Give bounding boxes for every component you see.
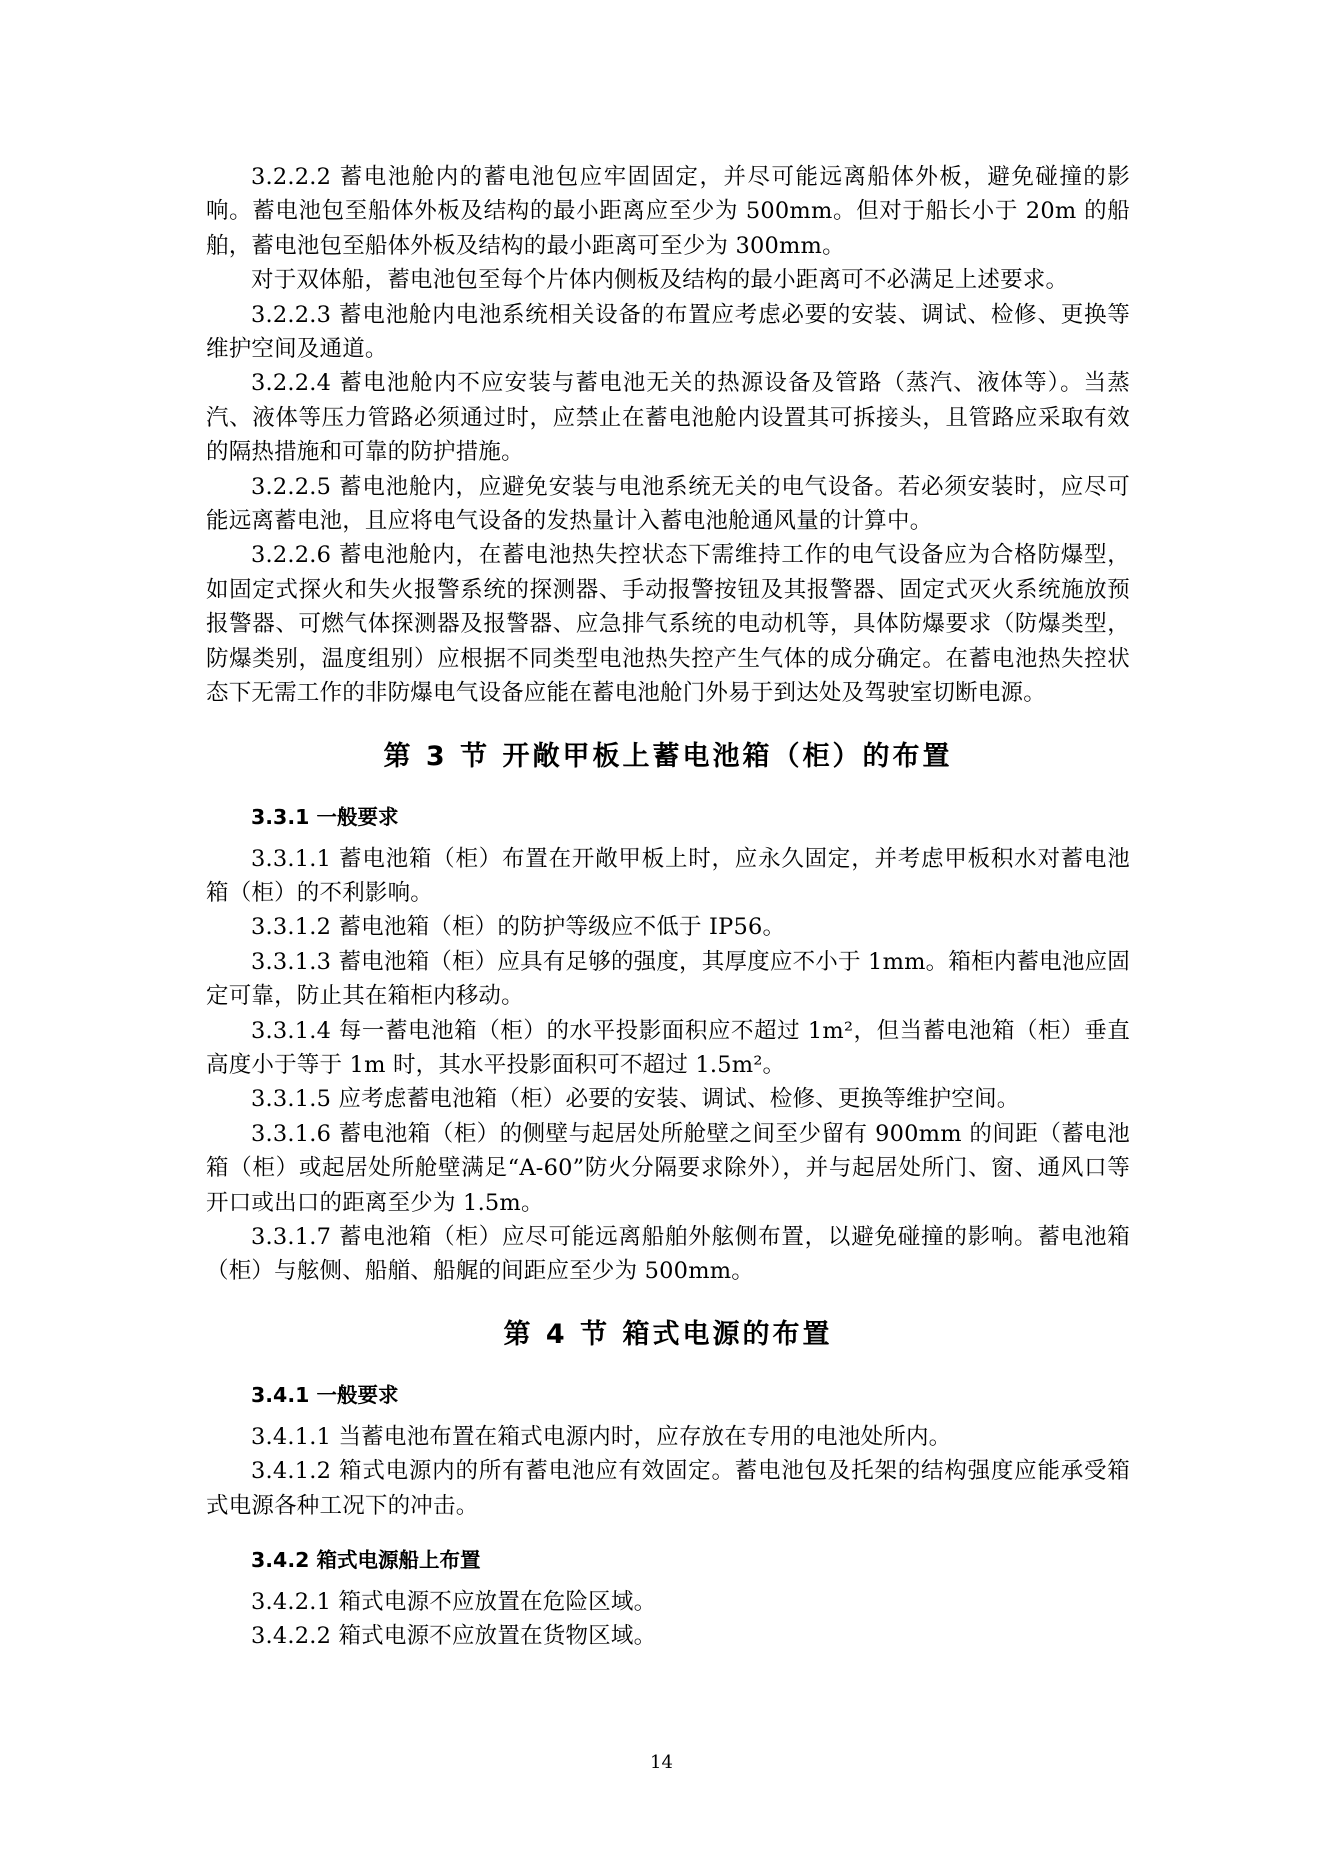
paragraph-3-3-1-6: 3.3.1.6 蓄电池箱（柜）的侧壁与起居处所舱壁之间至少留有 900mm 的间距（蓄电池箱（柜）或起居处所舱壁满足“A-60”防火分隔要求除外），并与起居处所门、窗、通风口等开口或出口的距离至少为 1.5m。	[206, 1120, 1130, 1216]
paragraph-3-4-2-2: 3.4.2.2 箱式电源不应放置在货物区域。	[251, 1623, 657, 1650]
paragraph-3-2-2-5: 3.2.2.5 蓄电池舱内，应避免安装与电池系统无关的电气设备。若必须安装时，应尽可能远离蓄电池，且应将电气设备的发热量计入蓄电池舱通风量的计算中。	[206, 473, 1130, 535]
page-number: 14	[650, 1752, 673, 1773]
paragraph-3-3-1-5: 3.3.1.5 应考虑蓄电池箱（柜）必要的安装、调试、检修、更换等维护空间。	[251, 1086, 1020, 1113]
paragraph-3-3-1-4: 3.3.1.4 每一蓄电池箱（柜）的水平投影面积应不超过 1m²，但当蓄电池箱（柜）垂直高度小于等于 1m 时，其水平投影面积可不超过 1.5m²。	[206, 1017, 1130, 1078]
paragraph-3-2-2-4: 3.2.2.4 蓄电池舱内不应安装与蓄电池无关的热源设备及管路（蒸汽、液体等）。当蒸汽、液体等压力管路必须通过时，应禁止在蓄电池舱内设置其可拆接头，且管路应采取有效的隔热措施和可靠的防护措施。	[206, 370, 1130, 466]
section-heading-4: 第 4 节 箱式电源的布置	[503, 1318, 833, 1350]
paragraph-catamaran-note: 对于双体船，蓄电池包至每个片体内侧板及结构的最小距离可不必满足上述要求。	[251, 267, 1069, 294]
paragraph-3-4-1-2: 3.4.1.2 箱式电源内的所有蓄电池应有效固定。蓄电池包及托架的结构强度应能承受箱式电源各种工况下的冲击。	[206, 1458, 1130, 1519]
paragraph-3-4-2-1: 3.4.2.1 箱式电源不应放置在危险区域。	[251, 1589, 657, 1615]
paragraph-3-3-1-3: 3.3.1.3 蓄电池箱（柜）应具有足够的强度，其厚度应不小于 1mm。箱柜内蓄电池应固定可靠，防止其在箱柜内移动。	[206, 948, 1130, 1010]
subheading-3-3-1: 3.3.1 一般要求	[251, 804, 399, 829]
paragraph-3-3-1-1: 3.3.1.1 蓄电池箱（柜）布置在开敞甲板上时，应永久固定，并考虑甲板积水对蓄电池箱（柜）的不利影响。	[206, 845, 1130, 906]
paragraph-3-2-2-2: 3.2.2.2 蓄电池舱内的蓄电池包应牢固固定，并尽可能远离船体外板，避免碰撞的影响。蓄电池包至船体外板及结构的最小距离应至少为 500mm。但对于船长小于 20m 的船舶，蓄电池包至船体外板及结构的最小距离可至少为 300mm。	[206, 164, 1130, 259]
paragraph-3-3-1-2: 3.3.1.2 蓄电池箱（柜）的防护等级应不低于 IP56。	[251, 914, 786, 941]
paragraph-3-2-2-3: 3.2.2.3 蓄电池舱内电池系统相关设备的布置应考虑必要的安装、调试、检修、更换等维护空间及通道。	[206, 301, 1130, 363]
section-heading-3: 第 3 节 开敞甲板上蓄电池箱（柜）的布置	[383, 740, 953, 772]
subheading-3-4-2: 3.4.2 箱式电源船上布置	[251, 1548, 481, 1572]
paragraph-3-3-1-7: 3.3.1.7 蓄电池箱（柜）应尽可能远离船舶外舷侧布置，以避免碰撞的影响。蓄电池箱（柜）与舷侧、船艏、船艉的间距应至少为 500mm。	[206, 1223, 1130, 1285]
page-content	[206, 160, 1130, 1654]
subheading-3-4-1: 3.4.1 一般要求	[251, 1382, 399, 1407]
paragraph-3-4-1-1: 3.4.1.1 当蓄电池布置在箱式电源内时，应存放在专用的电池处所内。	[251, 1423, 952, 1450]
paragraph-3-2-2-6: 3.2.2.6 蓄电池舱内，在蓄电池热失控状态下需维持工作的电气设备应为合格防爆型，如固定式探火和失火报警系统的探测器、手动报警按钮及其报警器、固定式灭火系统施放预报警器、可燃气体探测器及报警器、应急排气系统的电动机等，具体防爆要求（防爆类型，防爆类别，温度组别）应根据不同类型电池热失控产生气体的成分确定。在蓄电池热失控状态下无需工作的非防爆电气设备应能在蓄电池舱门外易于到达处及驾驶室切断电源。	[206, 542, 1130, 707]
